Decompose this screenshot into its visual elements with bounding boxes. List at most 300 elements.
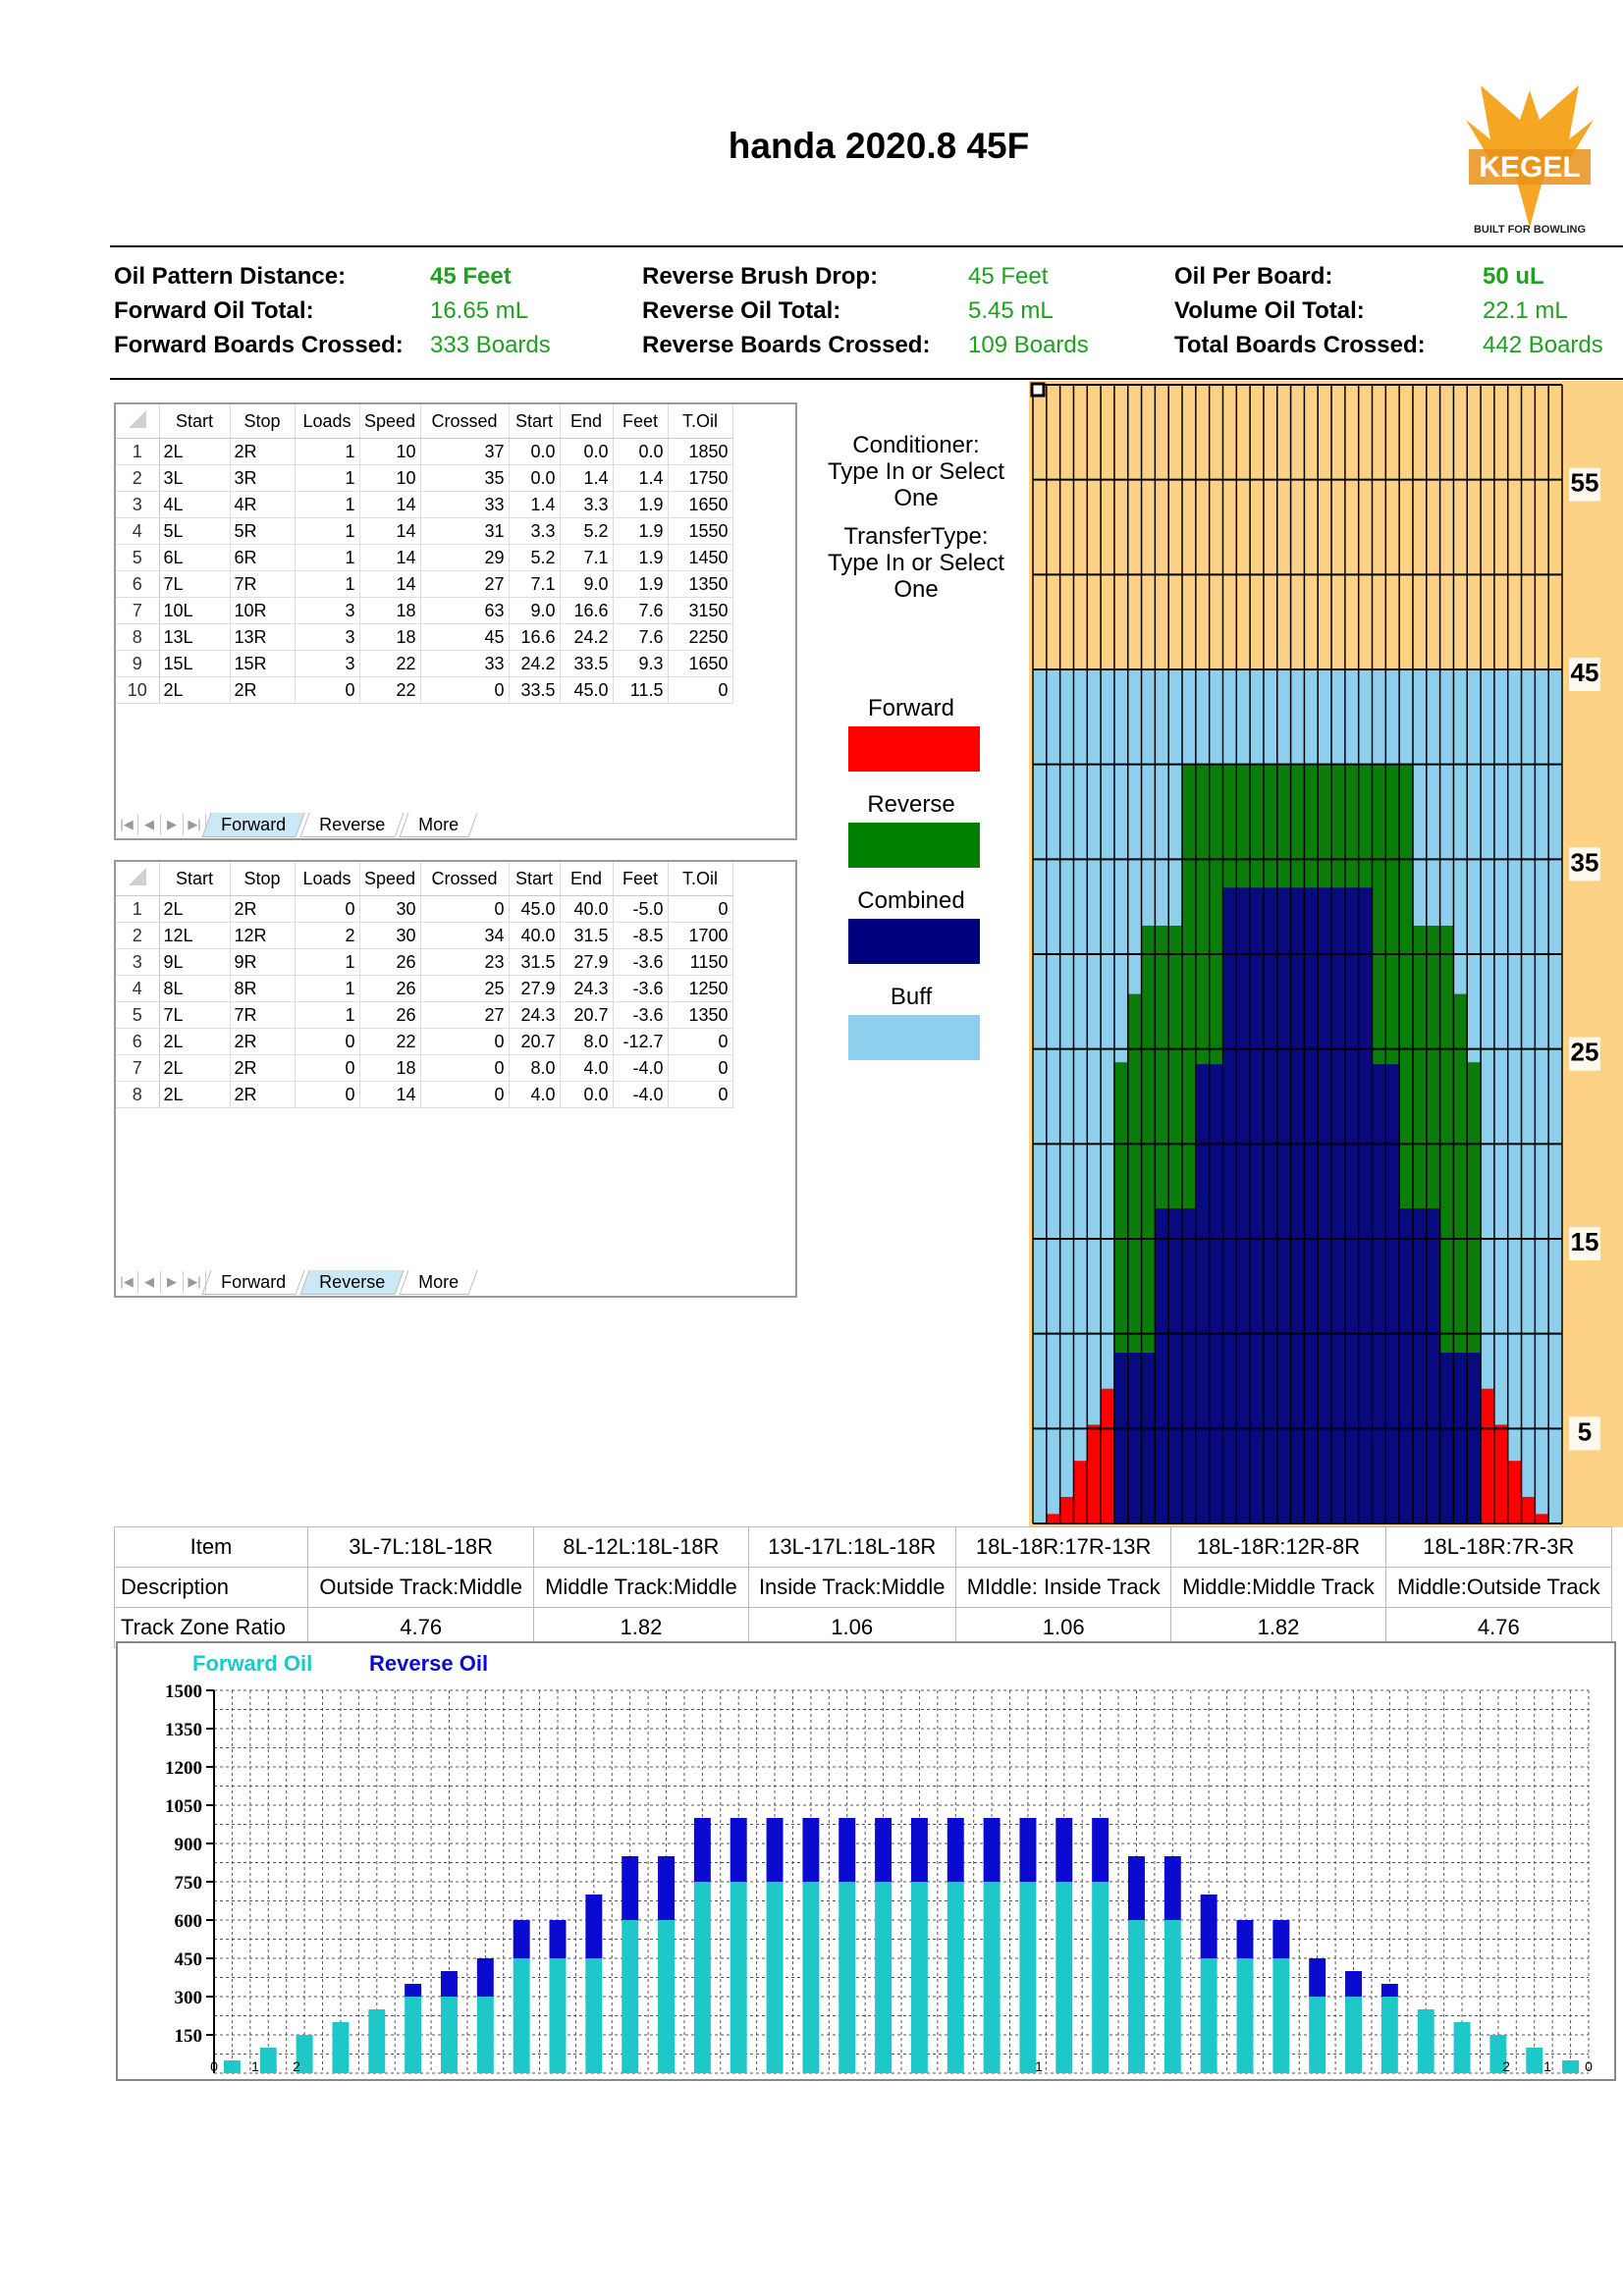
- table-cell[interactable]: 1750: [668, 465, 732, 492]
- forward-oil-bar: [730, 1882, 747, 2073]
- table-cell[interactable]: 34: [420, 923, 509, 949]
- forward-oil-bar: [224, 2060, 241, 2073]
- table-cell[interactable]: 0: [668, 1029, 732, 1055]
- reverse-oil-bar: [984, 1818, 1001, 1882]
- column-header[interactable]: Stop: [230, 404, 295, 439]
- reverse-oil-bar: [1201, 1895, 1217, 1958]
- table-cell[interactable]: 0: [420, 1082, 509, 1108]
- table-cell[interactable]: 16.6: [509, 624, 560, 651]
- table-row[interactable]: [116, 624, 732, 651]
- table-cell[interactable]: 18: [359, 624, 420, 651]
- table-cell[interactable]: 0: [295, 1029, 359, 1055]
- reverse-oil-bar: [441, 1971, 458, 1997]
- table-cell[interactable]: 8.0: [509, 1055, 560, 1082]
- table-cell[interactable]: 11.5: [613, 677, 668, 704]
- y-tick-label: 300: [174, 1988, 202, 2008]
- tab-more[interactable]: [399, 813, 477, 837]
- table-cell[interactable]: 3.3: [509, 518, 560, 545]
- column-header[interactable]: Speed: [359, 404, 420, 439]
- zone-item-cell: 18L-18R:17R-13R: [955, 1527, 1171, 1568]
- combined-cell: [1182, 1208, 1196, 1523]
- summary-label: Volume Oil Total:: [1174, 297, 1365, 324]
- table-cell[interactable]: 40.0: [509, 923, 560, 949]
- table-cell[interactable]: 7R: [230, 571, 295, 598]
- table-cell[interactable]: 3150: [668, 598, 732, 624]
- forward-oil-bar: [947, 1882, 964, 2073]
- reverse-oil-bar: [694, 1818, 711, 1882]
- table-cell[interactable]: 4.0: [560, 1055, 613, 1082]
- row-number[interactable]: 4: [116, 518, 159, 545]
- table-cell[interactable]: 22: [359, 651, 420, 677]
- table-cell[interactable]: 9.0: [560, 571, 613, 598]
- table-cell[interactable]: 6R: [230, 545, 295, 571]
- forward-oil-bar: [1526, 2048, 1542, 2073]
- conditioner-hint: Type In or Select: [827, 458, 1005, 485]
- table-cell[interactable]: 12L: [159, 923, 230, 949]
- table-cell[interactable]: 29: [420, 545, 509, 571]
- column-header[interactable]: Start: [159, 862, 230, 896]
- x-mark-label: 2: [1502, 2058, 1510, 2074]
- table-cell[interactable]: 7.1: [560, 545, 613, 571]
- table-cell[interactable]: 10L: [159, 598, 230, 624]
- reverse-oil-bar: [1237, 1920, 1254, 1958]
- tab-forward[interactable]: [201, 813, 304, 837]
- column-header[interactable]: Feet: [613, 862, 668, 896]
- table-row[interactable]: [116, 896, 732, 923]
- transfer-label: TransferType:: [843, 523, 989, 550]
- table-cell[interactable]: 33: [420, 651, 509, 677]
- zone-ratio-label: Track Zone Ratio: [115, 1608, 308, 1648]
- table-cell[interactable]: -3.6: [613, 976, 668, 1002]
- table-cell[interactable]: 0: [668, 896, 732, 923]
- column-header[interactable]: Start: [509, 862, 560, 896]
- table-cell[interactable]: 35: [420, 465, 509, 492]
- table-cell[interactable]: 22: [359, 1029, 420, 1055]
- row-number[interactable]: 6: [116, 1029, 159, 1055]
- column-header[interactable]: Crossed: [420, 404, 509, 439]
- table-row[interactable]: [116, 545, 732, 571]
- table-cell[interactable]: 4R: [230, 492, 295, 518]
- forward-oil-bar: [477, 1997, 494, 2073]
- table-cell[interactable]: 1.4: [560, 465, 613, 492]
- table-cell[interactable]: 10R: [230, 598, 295, 624]
- table-cell[interactable]: 26: [359, 976, 420, 1002]
- forward-oil-bar: [1309, 1997, 1325, 2073]
- table-cell[interactable]: 1: [295, 949, 359, 976]
- table-cell[interactable]: 0.0: [560, 1082, 613, 1108]
- conditioner-label: Conditioner:: [852, 432, 980, 458]
- tab-reverse[interactable]: [299, 813, 404, 837]
- table-cell[interactable]: 27: [420, 571, 509, 598]
- column-header[interactable]: Start: [509, 404, 560, 439]
- table-cell[interactable]: 1: [295, 571, 359, 598]
- zone-description-cell: Middle:Outside Track: [1385, 1568, 1611, 1608]
- table-cell[interactable]: 2L: [159, 1082, 230, 1108]
- table-cell[interactable]: 2R: [230, 1082, 295, 1108]
- table-cell[interactable]: 1.4: [613, 465, 668, 492]
- resize-handle[interactable]: [1032, 384, 1044, 396]
- table-row[interactable]: [116, 598, 732, 624]
- table-cell[interactable]: 30: [359, 896, 420, 923]
- nav-next-icon[interactable]: ▶: [161, 1271, 184, 1293]
- row-number[interactable]: 9: [116, 651, 159, 677]
- table-cell[interactable]: 26: [359, 1002, 420, 1029]
- row-number[interactable]: 1: [116, 896, 159, 923]
- table-cell[interactable]: 1.4: [509, 492, 560, 518]
- table-cell[interactable]: 5L: [159, 518, 230, 545]
- table-row[interactable]: [116, 1029, 732, 1055]
- chart-legend-label: Reverse Oil: [369, 1651, 489, 1676]
- row-number[interactable]: 7: [116, 598, 159, 624]
- table-cell[interactable]: 14: [359, 1082, 420, 1108]
- table-cell[interactable]: 0: [420, 677, 509, 704]
- table-cell[interactable]: 5.2: [560, 518, 613, 545]
- summary-value: 22.1 mL: [1483, 297, 1568, 324]
- table-cell[interactable]: 0.0: [509, 465, 560, 492]
- forward-oil-bar: [767, 1882, 784, 2073]
- reverse-oil-bar: [1055, 1818, 1072, 1882]
- tab-reverse[interactable]: [299, 1270, 404, 1295]
- row-number[interactable]: 2: [116, 465, 159, 492]
- table-row[interactable]: [116, 1002, 732, 1029]
- table-cell[interactable]: 26: [359, 949, 420, 976]
- forward-oil-bar: [1454, 2022, 1471, 2073]
- column-header[interactable]: Start: [159, 404, 230, 439]
- table-cell[interactable]: 0: [420, 1055, 509, 1082]
- table-cell[interactable]: 2L: [159, 896, 230, 923]
- column-header[interactable]: Stop: [230, 862, 295, 896]
- row-number[interactable]: 2: [116, 923, 159, 949]
- table-cell[interactable]: 18: [359, 598, 420, 624]
- y-tick-label: 750: [174, 1873, 202, 1894]
- table-cell[interactable]: 40.0: [560, 896, 613, 923]
- table-cell[interactable]: 2L: [159, 1055, 230, 1082]
- table-cell[interactable]: 33.5: [509, 677, 560, 704]
- table-cell[interactable]: 31: [420, 518, 509, 545]
- summary-value: 442 Boards: [1483, 332, 1603, 358]
- table-cell[interactable]: 25: [420, 976, 509, 1002]
- row-number[interactable]: 4: [116, 976, 159, 1002]
- table-cell[interactable]: 31.5: [509, 949, 560, 976]
- table-cell[interactable]: 22: [359, 677, 420, 704]
- tab-more[interactable]: [399, 1270, 477, 1295]
- table-cell[interactable]: 2250: [668, 624, 732, 651]
- table-cell[interactable]: 2R: [230, 896, 295, 923]
- row-number[interactable]: 5: [116, 545, 159, 571]
- table-cell[interactable]: 45.0: [509, 896, 560, 923]
- table-cell[interactable]: 2R: [230, 677, 295, 704]
- table-cell[interactable]: 1.9: [613, 571, 668, 598]
- table-cell[interactable]: 0: [295, 1055, 359, 1082]
- forward-oil-bar: [260, 2048, 277, 2073]
- table-row[interactable]: [116, 465, 732, 492]
- table-cell[interactable]: 7R: [230, 1002, 295, 1029]
- table-cell[interactable]: 7L: [159, 1002, 230, 1029]
- table-cell[interactable]: 18: [359, 1055, 420, 1082]
- table-cell[interactable]: 12R: [230, 923, 295, 949]
- table-cell[interactable]: 8L: [159, 976, 230, 1002]
- table-cell[interactable]: 15R: [230, 651, 295, 677]
- column-header[interactable]: End: [560, 404, 613, 439]
- column-header[interactable]: Loads: [295, 862, 359, 896]
- reverse-oil-bar: [1272, 1920, 1289, 1958]
- table-cell[interactable]: 33.5: [560, 651, 613, 677]
- table-cell[interactable]: 33: [420, 492, 509, 518]
- table-cell[interactable]: 63: [420, 598, 509, 624]
- table-cell[interactable]: -4.0: [613, 1055, 668, 1082]
- table-cell[interactable]: 9.0: [509, 598, 560, 624]
- table-cell[interactable]: 1350: [668, 571, 732, 598]
- table-cell[interactable]: 9L: [159, 949, 230, 976]
- table-cell[interactable]: 7.6: [613, 624, 668, 651]
- table-row[interactable]: [116, 518, 732, 545]
- reverse-oil-bar: [1164, 1856, 1181, 1920]
- row-number[interactable]: 1: [116, 439, 159, 465]
- table-cell[interactable]: 1850: [668, 439, 732, 465]
- table-cell[interactable]: 10: [359, 439, 420, 465]
- table-cell[interactable]: 7L: [159, 571, 230, 598]
- table-cell[interactable]: 4L: [159, 492, 230, 518]
- table-cell[interactable]: 9.3: [613, 651, 668, 677]
- column-header[interactable]: Loads: [295, 404, 359, 439]
- table-cell[interactable]: 1.9: [613, 518, 668, 545]
- table-cell[interactable]: 9R: [230, 949, 295, 976]
- nav-first-icon[interactable]: |◀: [116, 814, 138, 835]
- table-cell[interactable]: 2L: [159, 1029, 230, 1055]
- table-cell[interactable]: 27.9: [560, 949, 613, 976]
- table-cell[interactable]: 1350: [668, 1002, 732, 1029]
- table-cell[interactable]: 37: [420, 439, 509, 465]
- table-cell[interactable]: 0: [668, 1082, 732, 1108]
- forward-cell: [1508, 1461, 1522, 1523]
- row-number[interactable]: 3: [116, 492, 159, 518]
- summary-label: Reverse Oil Total:: [642, 297, 841, 324]
- table-cell[interactable]: 1: [295, 976, 359, 1002]
- table-cell[interactable]: 0: [295, 677, 359, 704]
- forward-oil-bar: [1128, 1920, 1145, 2073]
- table-cell[interactable]: 14: [359, 545, 420, 571]
- tab-forward[interactable]: [201, 1270, 304, 1295]
- table-row[interactable]: [116, 1055, 732, 1082]
- table-cell[interactable]: 20.7: [509, 1029, 560, 1055]
- y-tick-label: 150: [174, 2026, 202, 2047]
- feet-label: 5: [1577, 1416, 1593, 1447]
- table-cell[interactable]: 7.6: [613, 598, 668, 624]
- table-cell[interactable]: 0: [295, 896, 359, 923]
- table-cell[interactable]: 2R: [230, 1055, 295, 1082]
- table-cell[interactable]: 3: [295, 598, 359, 624]
- table-row[interactable]: [116, 677, 732, 704]
- forward-grid-tabs: [116, 811, 477, 838]
- table-cell[interactable]: 6L: [159, 545, 230, 571]
- table-cell[interactable]: 13L: [159, 624, 230, 651]
- reverse-oil-bar: [1092, 1818, 1109, 1882]
- table-cell[interactable]: 0: [420, 896, 509, 923]
- combined-cell: [1427, 1208, 1440, 1523]
- table-cell[interactable]: 2R: [230, 439, 295, 465]
- zone-ratio-cell: 1.82: [534, 1608, 748, 1648]
- table-row[interactable]: [116, 976, 732, 1002]
- zone-description-label: Description: [115, 1568, 308, 1608]
- table-cell[interactable]: 15L: [159, 651, 230, 677]
- table-cell[interactable]: 8R: [230, 976, 295, 1002]
- table-cell[interactable]: 0: [295, 1082, 359, 1108]
- table-row[interactable]: [116, 949, 732, 976]
- table-row[interactable]: [116, 651, 732, 677]
- forward-oil-bar: [1237, 1958, 1254, 2073]
- lane-oil-graph: [1029, 381, 1623, 1527]
- table-cell[interactable]: 30: [359, 923, 420, 949]
- table-cell[interactable]: -4.0: [613, 1082, 668, 1108]
- table-cell[interactable]: 31.5: [560, 923, 613, 949]
- column-header[interactable]: T.Oil: [668, 404, 732, 439]
- table-cell[interactable]: 14: [359, 518, 420, 545]
- reverse-table: [116, 862, 733, 1108]
- forward-oil-bar: [1345, 1997, 1362, 2073]
- table-row[interactable]: [116, 571, 732, 598]
- column-header[interactable]: T.Oil: [668, 862, 732, 896]
- table-cell[interactable]: 27: [420, 1002, 509, 1029]
- table-cell[interactable]: 1700: [668, 923, 732, 949]
- row-number[interactable]: 3: [116, 949, 159, 976]
- table-cell[interactable]: 1650: [668, 651, 732, 677]
- table-cell[interactable]: 13R: [230, 624, 295, 651]
- table-cell[interactable]: 0: [420, 1029, 509, 1055]
- column-header[interactable]: Speed: [359, 862, 420, 896]
- column-header[interactable]: Feet: [613, 404, 668, 439]
- reverse-oil-bar: [405, 1984, 421, 1997]
- grid-corner[interactable]: [116, 404, 159, 439]
- table-cell[interactable]: 24.2: [509, 651, 560, 677]
- table-cell[interactable]: 3.3: [560, 492, 613, 518]
- x-mark-label: 1: [251, 2058, 259, 2074]
- row-number[interactable]: 8: [116, 1082, 159, 1108]
- table-cell[interactable]: 27.9: [509, 976, 560, 1002]
- table-cell[interactable]: 1.9: [613, 545, 668, 571]
- table-cell[interactable]: 14: [359, 571, 420, 598]
- table-cell[interactable]: 0.0: [613, 439, 668, 465]
- table-cell[interactable]: -3.6: [613, 949, 668, 976]
- table-cell[interactable]: 5.2: [509, 545, 560, 571]
- table-cell[interactable]: 0: [668, 1055, 732, 1082]
- legend-swatch: [848, 726, 980, 772]
- table-cell[interactable]: 0: [668, 677, 732, 704]
- table-cell[interactable]: 14: [359, 492, 420, 518]
- table-cell[interactable]: 1150: [668, 949, 732, 976]
- table-cell[interactable]: 1650: [668, 492, 732, 518]
- nav-prev-icon[interactable]: ◀: [138, 1271, 161, 1293]
- table-cell[interactable]: -8.5: [613, 923, 668, 949]
- table-cell[interactable]: 2: [295, 923, 359, 949]
- table-row[interactable]: [116, 492, 732, 518]
- table-cell[interactable]: 45.0: [560, 677, 613, 704]
- table-cell[interactable]: 0.0: [509, 439, 560, 465]
- table-cell[interactable]: 7.1: [509, 571, 560, 598]
- combined-cell: [1168, 1208, 1182, 1523]
- table-cell[interactable]: 3: [295, 651, 359, 677]
- reverse-oil-bar: [1345, 1971, 1362, 1997]
- table-cell[interactable]: 3R: [230, 465, 295, 492]
- table-cell[interactable]: 2R: [230, 1029, 295, 1055]
- forward-oil-bar: [1019, 1882, 1036, 2073]
- y-tick-label: 600: [174, 1911, 202, 1932]
- table-cell[interactable]: 1450: [668, 545, 732, 571]
- nav-prev-icon[interactable]: ◀: [138, 814, 161, 835]
- feet-label: 25: [1570, 1037, 1599, 1067]
- forward-oil-bar: [332, 2022, 349, 2073]
- table-cell[interactable]: 1.9: [613, 492, 668, 518]
- reverse-grid-tabs: [116, 1268, 477, 1296]
- column-header[interactable]: Crossed: [420, 862, 509, 896]
- table-row[interactable]: [116, 923, 732, 949]
- table-cell[interactable]: 45: [420, 624, 509, 651]
- table-cell[interactable]: 1550: [668, 518, 732, 545]
- nav-last-icon[interactable]: ▶|: [184, 1271, 206, 1293]
- row-number[interactable]: 5: [116, 1002, 159, 1029]
- table-cell[interactable]: -5.0: [613, 896, 668, 923]
- table-cell[interactable]: 24.3: [509, 1002, 560, 1029]
- zone-description-cell: Middle:Middle Track: [1171, 1568, 1385, 1608]
- table-cell[interactable]: 20.7: [560, 1002, 613, 1029]
- table-cell[interactable]: 3: [295, 624, 359, 651]
- table-cell[interactable]: -12.7: [613, 1029, 668, 1055]
- row-number[interactable]: 6: [116, 571, 159, 598]
- table-cell[interactable]: 0.0: [560, 439, 613, 465]
- nav-next-icon[interactable]: ▶: [161, 814, 184, 835]
- table-cell[interactable]: 3L: [159, 465, 230, 492]
- table-row[interactable]: [116, 439, 732, 465]
- table-cell[interactable]: 1: [295, 518, 359, 545]
- nav-first-icon[interactable]: |◀: [116, 1271, 138, 1293]
- summary-value: 16.65 mL: [430, 297, 529, 324]
- table-cell[interactable]: 16.6: [560, 598, 613, 624]
- table-cell[interactable]: 24.2: [560, 624, 613, 651]
- summary-value: 5.45 mL: [968, 297, 1054, 324]
- zone-item-cell: 13L-17L:18L-18R: [748, 1527, 955, 1568]
- column-header[interactable]: End: [560, 862, 613, 896]
- grid-corner[interactable]: [116, 862, 159, 896]
- table-cell[interactable]: 24.3: [560, 976, 613, 1002]
- legend-label: Reverse: [867, 791, 955, 818]
- zone-item-row: [115, 1527, 1612, 1568]
- table-cell[interactable]: 1: [295, 465, 359, 492]
- nav-last-icon[interactable]: ▶|: [184, 814, 206, 835]
- table-cell[interactable]: 10: [359, 465, 420, 492]
- table-cell[interactable]: 2L: [159, 439, 230, 465]
- table-cell[interactable]: 2L: [159, 677, 230, 704]
- table-cell[interactable]: 4.0: [509, 1082, 560, 1108]
- forward-oil-bar: [839, 1882, 855, 2073]
- row-number[interactable]: 8: [116, 624, 159, 651]
- table-row[interactable]: [116, 1082, 732, 1108]
- table-cell[interactable]: 1250: [668, 976, 732, 1002]
- table-cell[interactable]: 23: [420, 949, 509, 976]
- forward-oil-bar: [984, 1882, 1001, 2073]
- table-cell[interactable]: 5R: [230, 518, 295, 545]
- table-cell[interactable]: -3.6: [613, 1002, 668, 1029]
- reverse-oil-bar: [1309, 1958, 1325, 1997]
- table-cell[interactable]: 8.0: [560, 1029, 613, 1055]
- zone-item-cell: 18L-18R:12R-8R: [1171, 1527, 1385, 1568]
- table-cell[interactable]: 1: [295, 545, 359, 571]
- zone-ratio-cell: 4.76: [308, 1608, 534, 1648]
- row-number[interactable]: 10: [116, 677, 159, 704]
- table-cell[interactable]: 1: [295, 439, 359, 465]
- forward-oil-bar: [1201, 1958, 1217, 2073]
- row-number[interactable]: 7: [116, 1055, 159, 1082]
- table-cell[interactable]: 1: [295, 492, 359, 518]
- table-cell[interactable]: 1: [295, 1002, 359, 1029]
